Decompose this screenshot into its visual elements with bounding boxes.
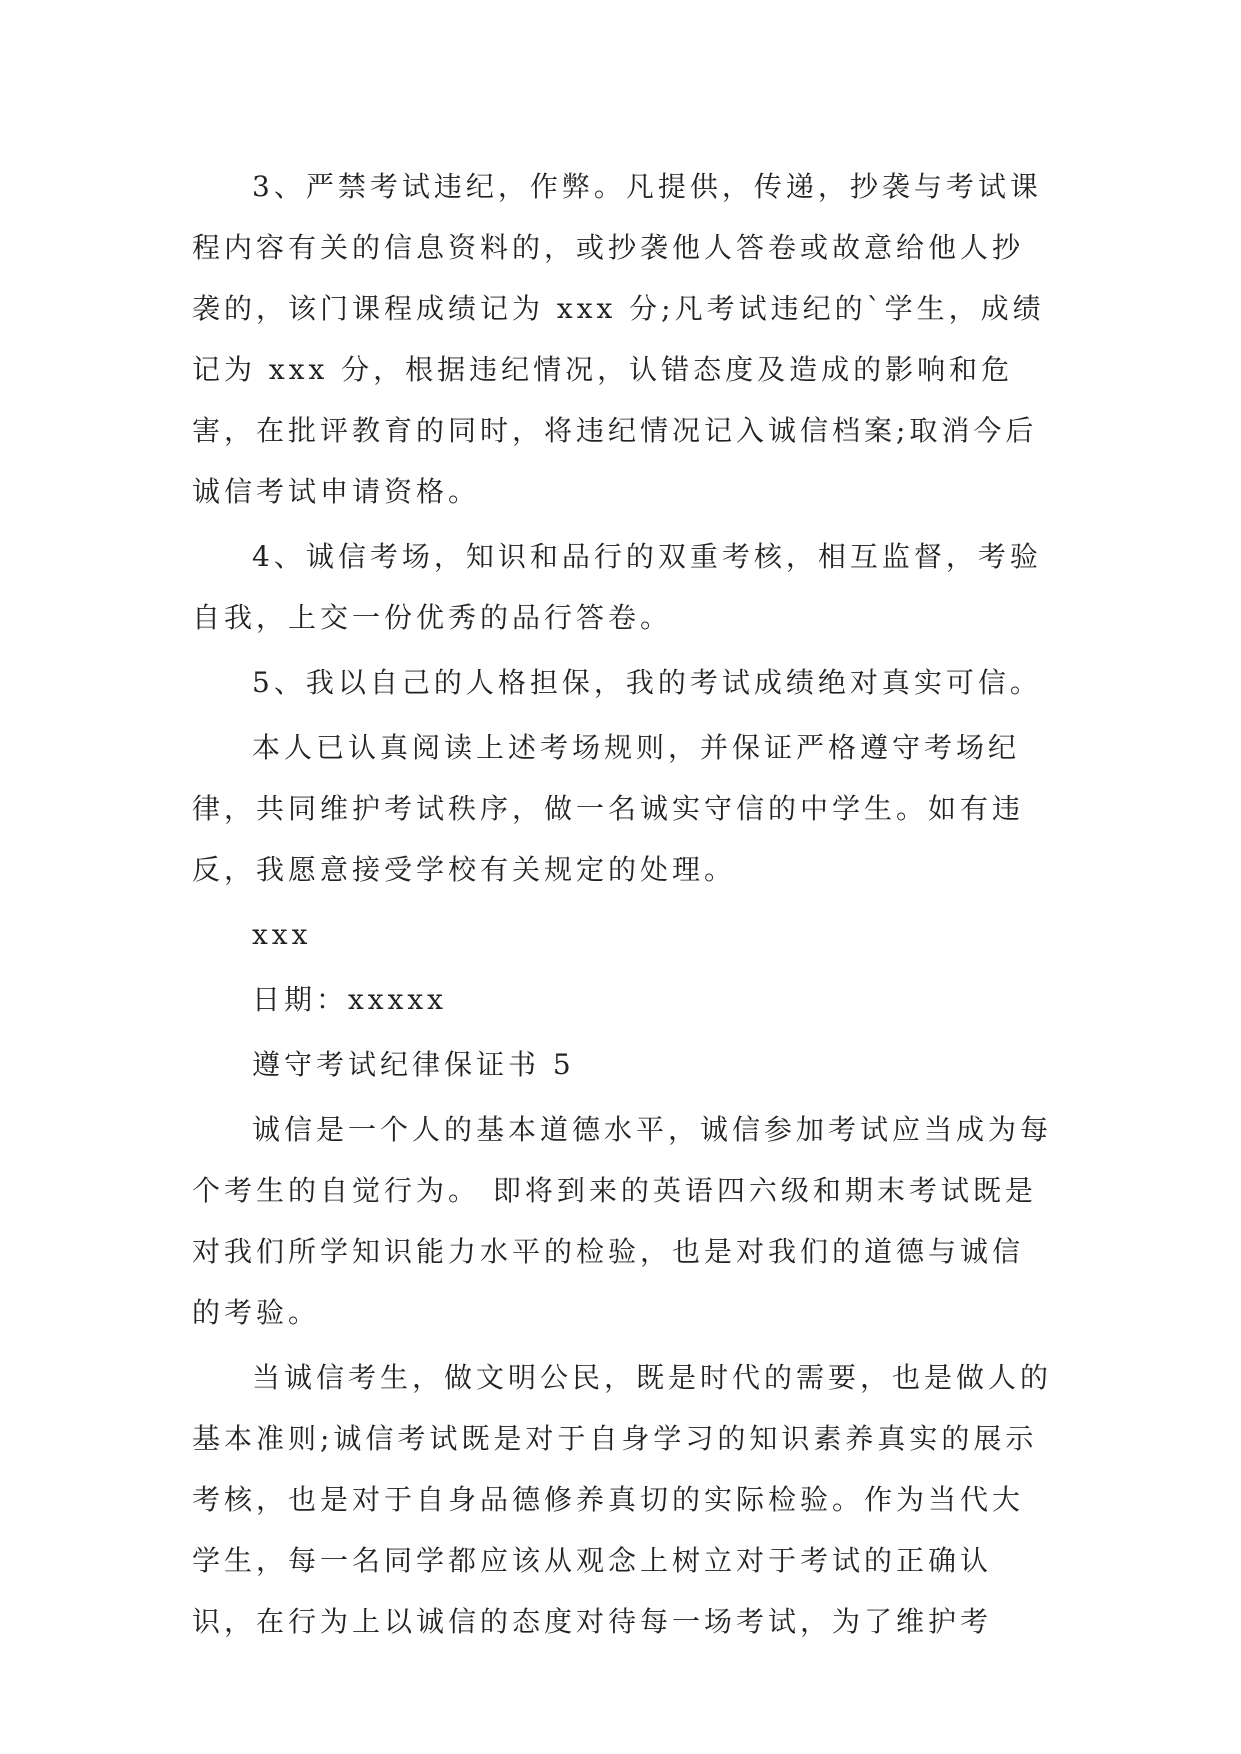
section-heading: 遵守考试纪律保证书 5 — [252, 1048, 575, 1081]
declaration-paragraph: 本人已认真阅读上述考场规则，并保证严格遵守考场纪律，共同维护考试秩序，做一名诚实守信的中学生。如有违反，我愿意接受学校有关规定的处理。 — [192, 731, 1025, 886]
rule-4-paragraph: 4、诚信考场，知识和品行的双重考核，相互监督，考验自我，上交一份优秀的品行答卷。 — [192, 540, 1042, 634]
document-body — [192, 156, 1054, 1656]
date-line: 日期：xxxxx — [252, 983, 447, 1016]
rule-5-paragraph: 5、我以自己的人格担保，我的考试成绩绝对真实可信。 — [252, 666, 1042, 699]
intro-paragraph: 诚信是一个人的基本道德水平，诚信参加考试应当成为每个考生的自觉行为。 即将到来的英语四六级和期末考试既是对我们所学知识能力水平的检验，也是对我们的道德与诚信的考验。 — [192, 1113, 1053, 1329]
body-paragraph: 当诚信考生，做文明公民，既是时代的需要，也是做人的基本准则;诚信考试既是对于自身学习的知识素养真实的展示考核，也是对于自身品德修养真切的实际检验。作为当代大学生，每一名同学都应该从观念上树立对于考试的正确认识，在行为上以诚信的态度对待每一场考试，为了维护考 — [192, 1361, 1053, 1638]
signature-line: xxx — [252, 918, 312, 951]
rule-3-paragraph: 3、严禁考试违纪，作弊。凡提供，传递，抄袭与考试课程内容有关的信息资料的，或抄袭他人答卷或故意给他人抄袭的，该门课程成绩记为 xxx 分;凡考试违纪的`学生，成绩记为 xxx 分，根据违纪情况，认错态度及造成的影响和危害，在批评教育的同时，将违纪情况记入诚信档案;取消今后诚信考试申请资格。 — [192, 170, 1045, 508]
